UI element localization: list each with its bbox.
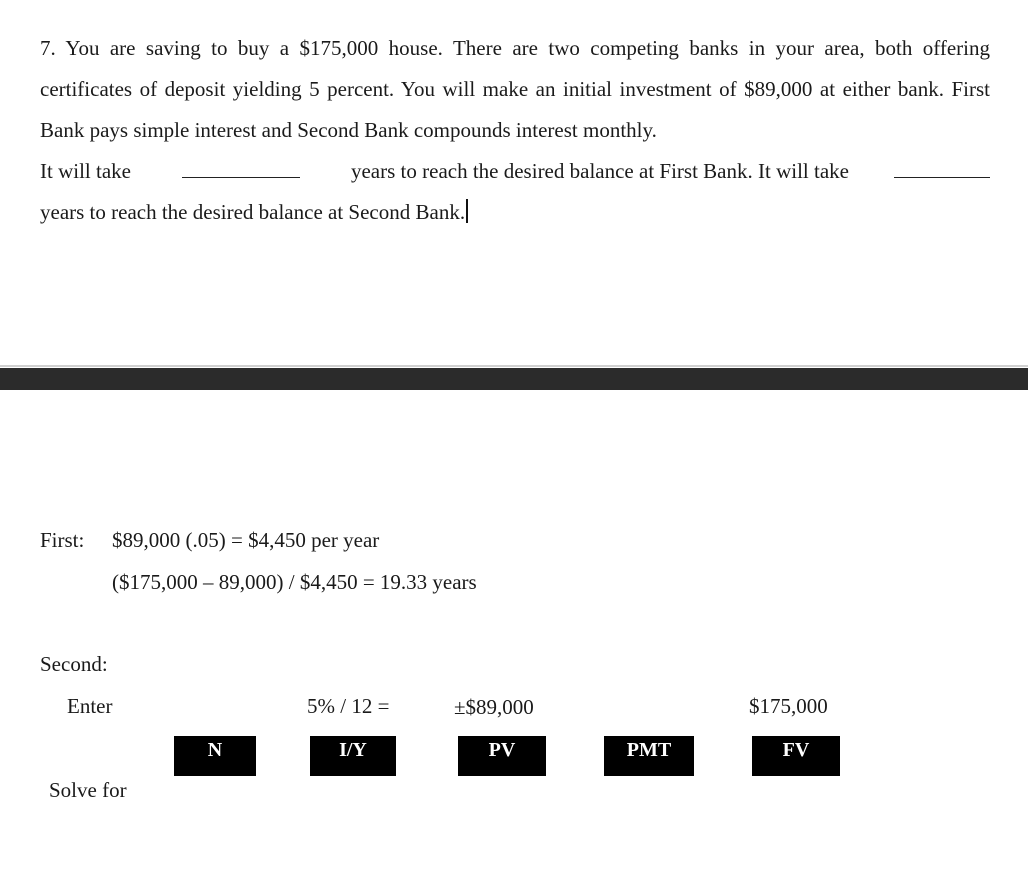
question-blank-line [40,151,990,192]
enter-iy-value: 5% / 12 = [307,694,390,718]
calc-key-iy: I/Y [310,736,396,776]
calc-key-pv: PV [458,736,546,776]
enter-label: Enter [67,694,113,718]
answer-blank-second[interactable] [894,163,990,178]
enter-fv-value: $175,000 [749,694,828,718]
question-text [40,28,990,233]
first-calc-line1: $89,000 (.05) = $4,450 per year [112,528,380,552]
calc-key-pmt: PMT [604,736,694,776]
first-label: First: [40,528,85,552]
calc-key-fv: FV [752,736,840,776]
enter-pv-value: ±$89,000 [454,695,534,719]
answer-blank-first[interactable] [182,163,300,178]
second-label: Second: [40,652,108,676]
question-line3-text: years to reach the desired balance at Second Bank. [40,200,466,224]
section-divider [0,368,1028,390]
question-line2-start: It will take [40,159,131,183]
divider-highlight [0,365,1028,367]
text-cursor [466,199,468,223]
question-line2-mid: years to reach the desired balance at First Bank. It will take [350,159,849,183]
solve-for-label: Solve for [49,778,127,802]
question-line3 [40,192,990,233]
question-paragraph: 7. You are saving to buy a $175,000 house. There are two competing banks in your area, both offering certificates of deposit yielding 5 percent. You will make an initial investment of $89,000 at either bank. First Bank pays simple interest and Second Bank compounds interest monthly. [40,36,990,142]
calc-key-n: N [174,736,256,776]
first-calc-line2: ($175,000 – 89,000) / $4,450 = 19.33 years [112,570,477,594]
